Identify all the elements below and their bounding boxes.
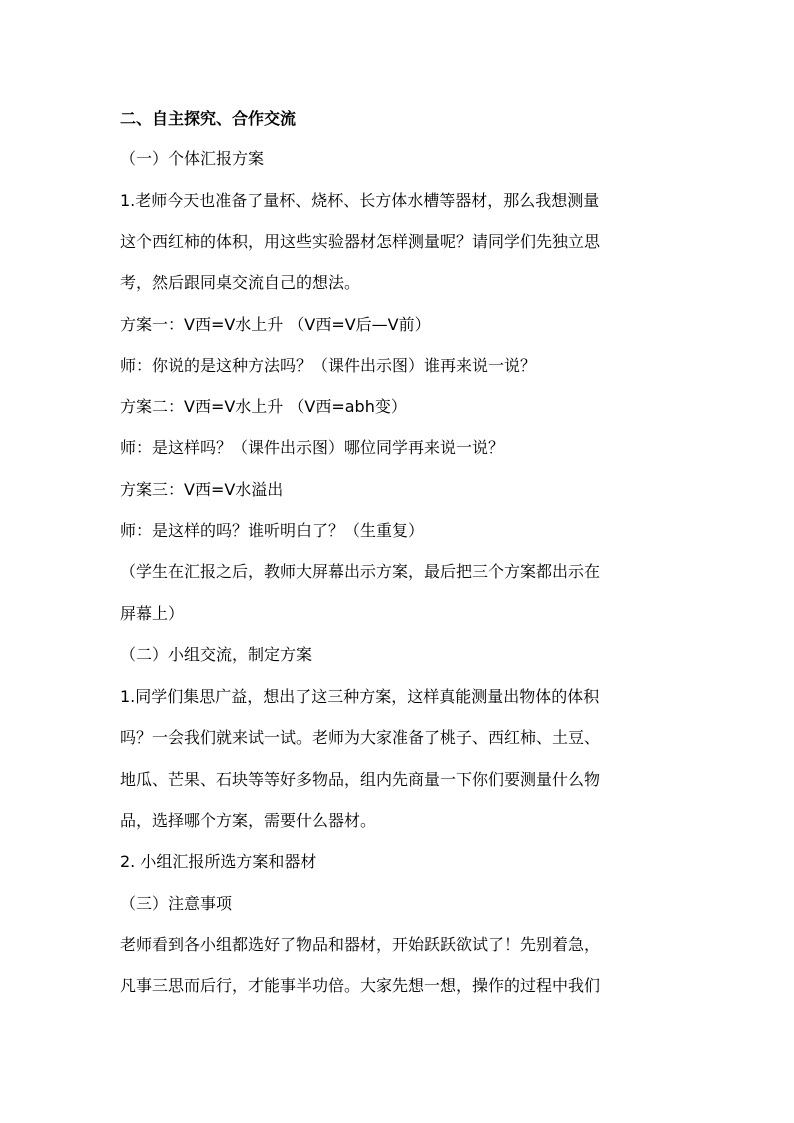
paragraph-line: 1.老师今天也准备了量杯、烧杯、长方体水槽等器材，那么我想测量 [120, 191, 600, 210]
dialogue-line: 师：是这样吗？（课件出示图）哪位同学再来说一说？ [120, 438, 505, 457]
dialogue-line: 师：是这样的吗？谁听明白了？（生重复） [120, 521, 425, 540]
paragraph-line: 地瓜、芒果、石块等等好多物品，组内先商量一下你们要测量什么物 [120, 770, 601, 789]
section-heading: 二、自主探究、合作交流 [120, 109, 297, 128]
paragraph-line: 这个西红柿的体积，用这些实验器材怎样测量呢？请同学们先独立思 [120, 232, 601, 251]
paragraph-line: 1.同学们集思广益，想出了这三种方案，这样真能测量出物体的体积 [120, 687, 600, 706]
subsection-heading: （一）个体汇报方案 [120, 149, 265, 168]
subsection-heading: （二）小组交流，制定方案 [120, 645, 313, 664]
paragraph-line: 考，然后跟同桌交流自己的想法。 [120, 273, 361, 292]
paragraph-line: 老师看到各小组都选好了物品和器材，开始跃跃欲试了！先别着急， [120, 935, 601, 954]
paragraph-line: （学生在汇报之后，教师大屏幕出示方案，最后把三个方案都出示在 [120, 562, 601, 581]
plan-line: 方案一：V西=V水上升 （V西=V后—V前） [120, 315, 431, 334]
paragraph-line: 凡事三思而后行，才能事半功倍。大家先想一想，操作的过程中我们 [120, 976, 601, 995]
paragraph-line: 品，选择哪个方案，需要什么器材。 [120, 811, 377, 830]
plan-line: 方案二：V西=V水上升 （V西=abh变） [120, 397, 407, 416]
dialogue-line: 师：你说的是这种方法吗？（课件出示图）谁再来说一说？ [120, 356, 537, 375]
paragraph-line: 2. 小组汇报所选方案和器材 [120, 852, 317, 871]
paragraph-line: 屏幕上） [120, 604, 185, 623]
subsection-heading: （三）注意事项 [120, 894, 233, 913]
plan-line: 方案三：V西=V水溢出 [120, 480, 284, 499]
paragraph-line: 吗？一会我们就来试一试。老师为大家准备了桃子、西红柿、土豆、 [120, 728, 601, 747]
